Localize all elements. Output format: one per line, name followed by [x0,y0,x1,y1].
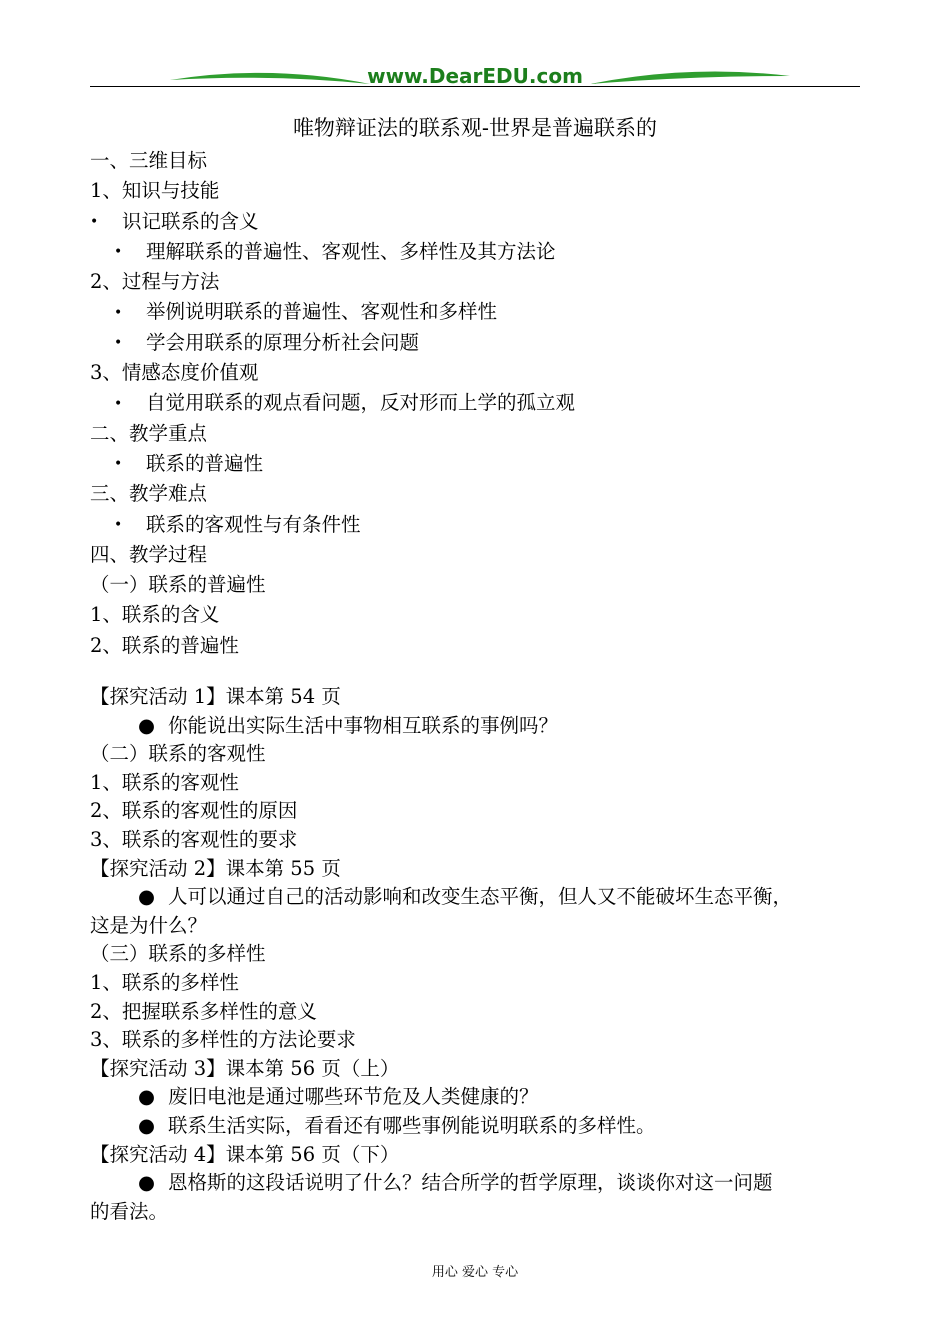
line-text: 你能说出实际生活中事物相互联系的事例吗？ [168,713,559,737]
text-line [90,479,865,509]
text-line [90,419,865,449]
text-line [90,797,865,826]
text-line [90,449,865,479]
header-divider [90,86,860,87]
line-text: 联系生活实际，看看还有哪些事例能说明联系的多样性。 [168,1113,656,1137]
text-line [90,631,865,661]
text-line [90,267,865,297]
text-line [90,297,865,327]
line-text: 自觉用联系的观点看问题，反对形而上学的孤立观 [146,391,576,415]
filled-circle-bullet-icon: ● [138,1085,156,1109]
line-text: 2、联系的普遍性 [90,633,239,657]
line-text: 3、联系的客观性的要求 [90,828,298,852]
bullet-icon: • [114,244,123,261]
text-line [90,600,865,630]
text-line [90,769,865,798]
line-text: 恩格斯的这段话说明了什么？结合所学的哲学原理，谈谈你对这一问题 [168,1171,773,1195]
line-text: 学会用联系的原理分析社会问题 [146,330,420,354]
text-line [90,1055,865,1084]
line-text: 【探究活动 4】课本第 56 页（下） [90,1142,400,1166]
text-line [90,328,865,358]
line-text: （三）联系的多样性 [90,942,266,966]
line-text: 1、知识与技能 [90,179,220,203]
filled-circle-bullet-icon: ● [138,713,156,737]
text-line [90,1198,865,1227]
line-text: 的看法。 [90,1199,169,1223]
bullet-icon: • [114,335,123,352]
line-text: 2、把握联系多样性的意义 [90,999,317,1023]
text-line [90,1026,865,1055]
line-text: 【探究活动 2】课本第 55 页 [90,856,341,880]
line-text: 3、联系的多样性的方法论要求 [90,1028,356,1052]
filled-circle-bullet-icon: ● [138,1171,156,1195]
text-line [90,1141,865,1170]
document-title: 唯物辩证法的联系观-世界是普遍联系的 [292,116,658,140]
line-text: 一、三维目标 [90,149,208,172]
text-line [90,176,865,206]
text-line [90,358,865,388]
text-line [90,998,865,1027]
document-body [90,146,865,1226]
line-text: 四、教学过程 [90,542,208,566]
line-text: 1、联系的客观性 [90,770,239,794]
text-line [90,740,865,769]
line-text: 三、教学难点 [90,482,208,506]
line-text: （二）联系的客观性 [90,742,266,766]
line-text: （一）联系的普遍性 [90,573,266,597]
line-text: 废旧电池是通过哪些环节危及人类健康的？ [168,1085,539,1109]
line-text: 二、教学重点 [90,421,208,445]
line-text: 人可以通过自己的活动影响和改变生态平衡，但人又不能破坏生态平衡， [168,885,793,909]
bullet-icon: • [114,395,123,412]
text-line [90,146,865,176]
site-logo[interactable]: www.DearEDU.com [367,64,583,88]
line-text: 举例说明联系的普遍性、客观性和多样性 [146,300,498,324]
line-text: 联系的普遍性 [146,451,264,475]
text-line [90,940,865,969]
text-line [90,855,865,884]
filled-circle-bullet-icon: ● [138,1113,156,1137]
text-line [90,388,865,418]
text-line [90,969,865,998]
line-text: 联系的客观性与有条件性 [146,512,361,536]
text-line [90,1083,865,1112]
text-line [90,1112,865,1141]
text-line [90,712,865,741]
line-text: 1、联系的含义 [90,603,220,627]
text-line [90,826,865,855]
line-text: 2、联系的客观性的原因 [90,799,298,823]
line-text: 1、联系的多样性 [90,970,239,994]
line-text: 【探究活动 1】课本第 54 页 [90,685,341,709]
text-line [90,1169,865,1198]
line-text: 【探究活动 3】课本第 56 页（上） [90,1056,400,1080]
bullet-icon: • [114,516,123,533]
text-line [90,237,865,267]
text-line [90,683,865,712]
text-line [90,912,865,941]
filled-circle-bullet-icon: ● [138,885,156,909]
line-text: 理解联系的普遍性、客观性、多样性及其方法论 [146,239,556,263]
bullet-icon: • [114,304,123,321]
bullet-icon: • [114,456,123,473]
text-line [90,883,865,912]
line-text: 2、过程与方法 [90,270,220,294]
text-line [90,510,865,540]
text-line [90,570,865,600]
page-footer: 用心 爱心 专心 [431,1265,519,1280]
page-header [90,58,860,90]
bullet-icon: • [90,213,99,230]
line-text: 这是为什么？ [90,913,208,937]
line-text: 3、情感态度价值观 [90,361,259,385]
line-text: 识记联系的含义 [122,209,259,233]
text-line [90,207,865,237]
text-line [90,540,865,570]
